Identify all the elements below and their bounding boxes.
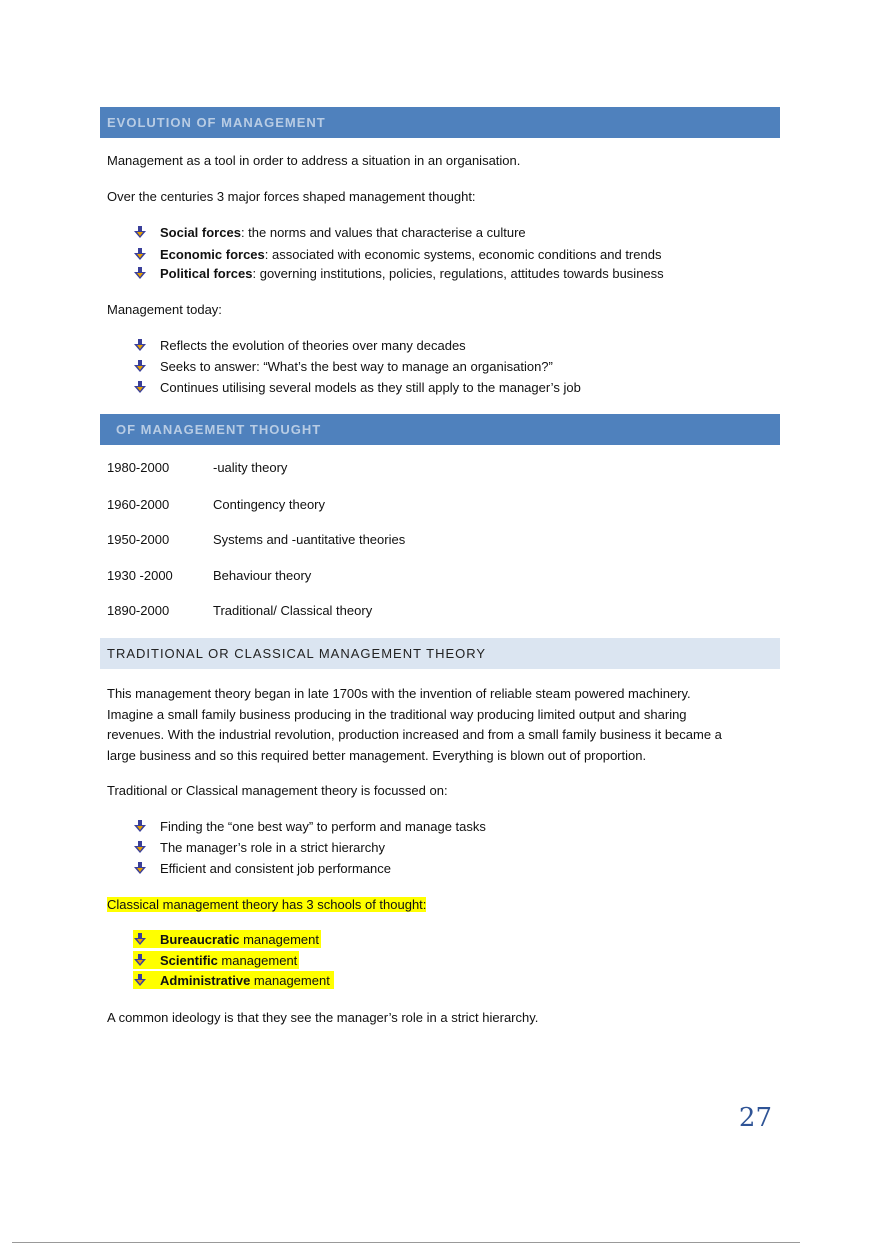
description: : associated with economic systems, economic conditions and trends [264,246,662,262]
list-item [133,971,334,989]
today-intro: Management today: [107,302,222,317]
section-heading-management-thought [100,414,780,445]
timeline-years: 1890-2000 [107,603,170,618]
heading-text: TRADITIONAL OR CLASSICAL MANAGEMENT THEORY [107,646,487,661]
timeline-theory: -uality theory [213,460,288,475]
timeline-theory: Systems and -uantitative theories [213,532,406,547]
section-heading-classical-theory [100,638,780,669]
arrow-bullet-icon [133,247,147,261]
timeline-theory: Behaviour theory [213,568,312,583]
list-item-text: Continues utilising several models as they still apply to the manager’s job [160,379,581,395]
list-item [133,378,773,396]
description: management [250,972,330,988]
section-heading-evolution [100,107,780,138]
timeline-theory: Contingency theory [213,497,326,512]
paragraph-line: revenues. With the industrial revolution, production increased and from a small family business it became a [107,727,722,743]
list-item [133,817,773,835]
timeline-years: 1960-2000 [107,497,170,512]
footer-divider [12,1242,800,1243]
timeline-years: 1930 -2000 [107,568,173,583]
list-item [133,245,773,263]
list-item [133,336,773,354]
heading-text: OF MANAGEMENT THOUGHT [116,422,322,437]
timeline-years: 1980-2000 [107,460,170,475]
arrow-bullet-icon [133,953,147,967]
paragraph-line: large business and so this required better management. Everything is blown out of proportion. [107,748,647,764]
list-item-text: The manager’s role in a strict hierarchy [160,839,385,855]
list-item-text: Efficient and consistent job performance [160,860,392,876]
arrow-bullet-icon [133,861,147,875]
arrow-bullet-icon [133,266,147,280]
forces-intro: Over the centuries 3 major forces shaped management thought: [107,189,476,204]
theory-paragraph [107,684,777,767]
description: : governing institutions, policies, regulations, attitudes towards business [252,265,664,281]
arrow-bullet-icon [133,819,147,833]
arrow-bullet-icon [133,932,147,946]
description: : the norms and values that characterise a culture [240,224,526,240]
list-item-text: Finding the “one best way” to perform and manage tasks [160,818,486,834]
arrow-bullet-icon [133,973,147,987]
term: Bureaucratic [160,931,240,947]
arrow-bullet-icon [133,359,147,373]
arrow-bullet-icon [133,840,147,854]
closing-paragraph: A common ideology is that they see the manager’s role in a strict hierarchy. [107,1010,539,1025]
arrow-bullet-icon [133,225,147,239]
paragraph-line: This management theory began in late 1700s with the invention of reliable steam powered machinery. [107,686,691,701]
heading-text: EVOLUTION OF MANAGEMENT [107,115,326,130]
arrow-bullet-icon [133,380,147,394]
list-item [133,264,773,282]
page-number: 27 [738,1103,772,1133]
list-item [133,223,773,241]
schools-intro [107,895,426,916]
list-item [133,859,773,877]
intro-paragraph: Management as a tool in order to address a situation in an organisation. [107,153,521,168]
list-item-text: Reflects the evolution of theories over many decades [160,337,466,353]
term: Social forces [160,224,241,240]
term: Economic forces [160,246,265,262]
paragraph-line: Imagine a small family business producing in the traditional way producing limited output and sharing [107,706,687,722]
list-item [133,930,321,948]
description: management [217,952,298,968]
list-item [133,951,299,969]
description: management [239,931,319,947]
term: Scientific [160,952,218,968]
list-item-text: Seeks to answer: “What’s the best way to manage an organisation?” [160,358,553,374]
term: Administrative [160,972,251,988]
term: Political forces [160,265,253,281]
focus-intro: Traditional or Classical management theory is focussed on: [107,783,448,798]
arrow-bullet-icon [133,338,147,352]
list-item [133,357,773,375]
timeline-years: 1950-2000 [107,532,170,547]
timeline-theory: Traditional/ Classical theory [213,603,373,618]
highlighted-text: Classical management theory has 3 schools of thought: [107,897,427,912]
list-item [133,838,773,856]
